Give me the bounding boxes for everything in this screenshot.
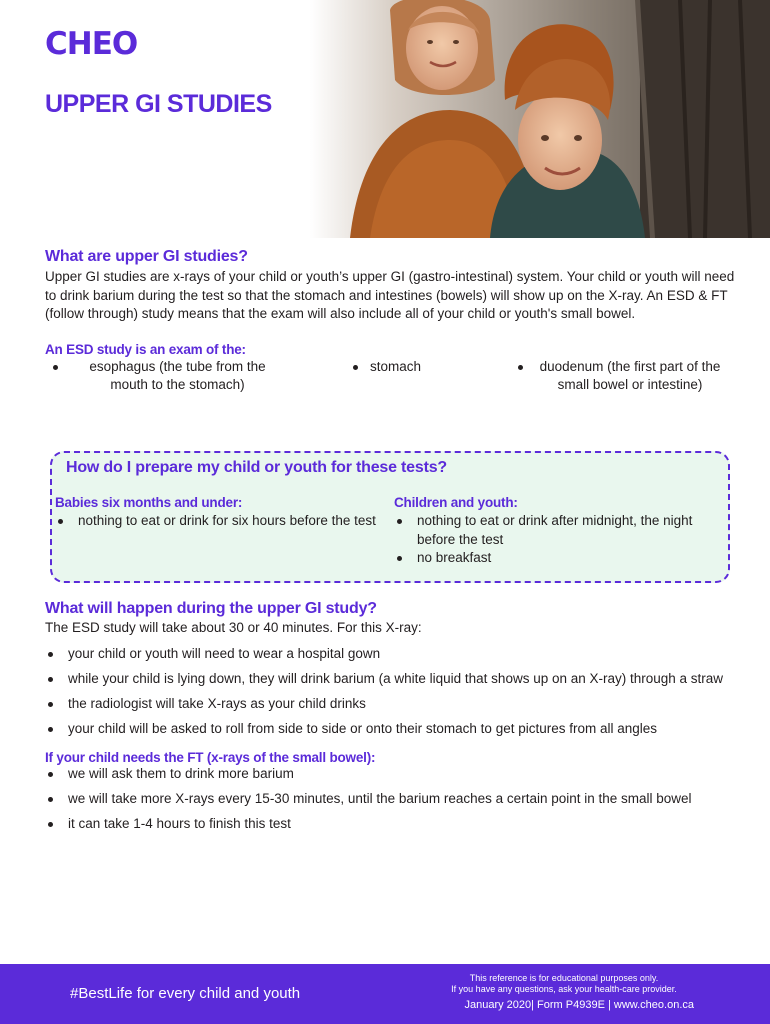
ft-heading: If your child needs the FT (x-rays of the small bowel):	[45, 750, 376, 765]
children-column	[394, 495, 714, 568]
babies-column	[55, 495, 390, 531]
what-body: Upper GI studies are x-rays of your child or youth’s upper GI (gastro-intestinal) system. Your child or youth will need to drink barium during the test so that the stomach and intestines (bowels) will show up on the X-ray. An ESD & FT (follow through) study means that the exam will also include all of your child or youth's small bowel.	[45, 269, 735, 321]
list-item: we will ask them to drink more barium	[45, 765, 735, 784]
babies-heading: Babies six months and under:	[55, 495, 243, 510]
list-item: the radiologist will take X-rays as your child drinks	[45, 695, 735, 714]
prepare-box	[50, 451, 730, 583]
list-item: it can take 1-4 hours to finish this test	[45, 815, 735, 834]
footer-disclaimer: This reference is for educational purposes only. If you have any questions, ask your health-care provider.	[451, 973, 677, 994]
during-heading: What will happen during the upper GI study?	[45, 600, 377, 617]
list-item: your child or youth will need to wear a hospital gown	[45, 645, 735, 664]
list-item: your child will be asked to roll from side to side or onto their stomach to get pictures from all angles	[45, 720, 735, 739]
esd-list	[45, 358, 735, 398]
hero-banner	[0, 0, 770, 238]
list-item: while your child is lying down, they will drink barium (a white liquid that shows up on an X-ray) through a straw	[45, 670, 735, 689]
what-section	[45, 248, 735, 398]
list-item: we will take more X-rays every 15-30 minutes, until the barium reaches a certain point in the small bowel	[45, 790, 735, 809]
during-section	[45, 600, 735, 840]
list-item: duodenum (the first part of the small bowel or intestine)	[535, 358, 725, 395]
children-heading: Children and youth:	[394, 495, 518, 510]
esd-heading: An ESD study is an exam of the:	[45, 341, 246, 357]
ft-list	[45, 765, 735, 834]
during-intro: The ESD study will take about 30 or 40 minutes. For this X-ray:	[45, 620, 422, 635]
prepare-heading: How do I prepare my child or youth for these tests?	[66, 459, 447, 476]
footer-meta: January 2020| Form P4939E | www.cheo.on.ca	[464, 999, 694, 1011]
hero-photo-children	[310, 0, 770, 238]
what-heading: What are upper GI studies?	[45, 248, 248, 265]
page-title: UPPER GI STUDIES	[45, 90, 272, 118]
list-item: nothing to eat or drink for six hours before the test	[55, 512, 390, 531]
footer-tagline: #BestLife for every child and youth	[70, 985, 301, 1002]
list-item: no breakfast	[394, 549, 714, 568]
during-list	[45, 645, 735, 739]
cheo-logo: CHEO	[45, 26, 138, 62]
list-item: stomach	[370, 358, 490, 377]
list-item: esophagus (the tube from the mouth to the stomach)	[70, 358, 285, 395]
list-item: nothing to eat or drink after midnight, the night before the test	[394, 512, 714, 549]
footer	[0, 964, 770, 1024]
